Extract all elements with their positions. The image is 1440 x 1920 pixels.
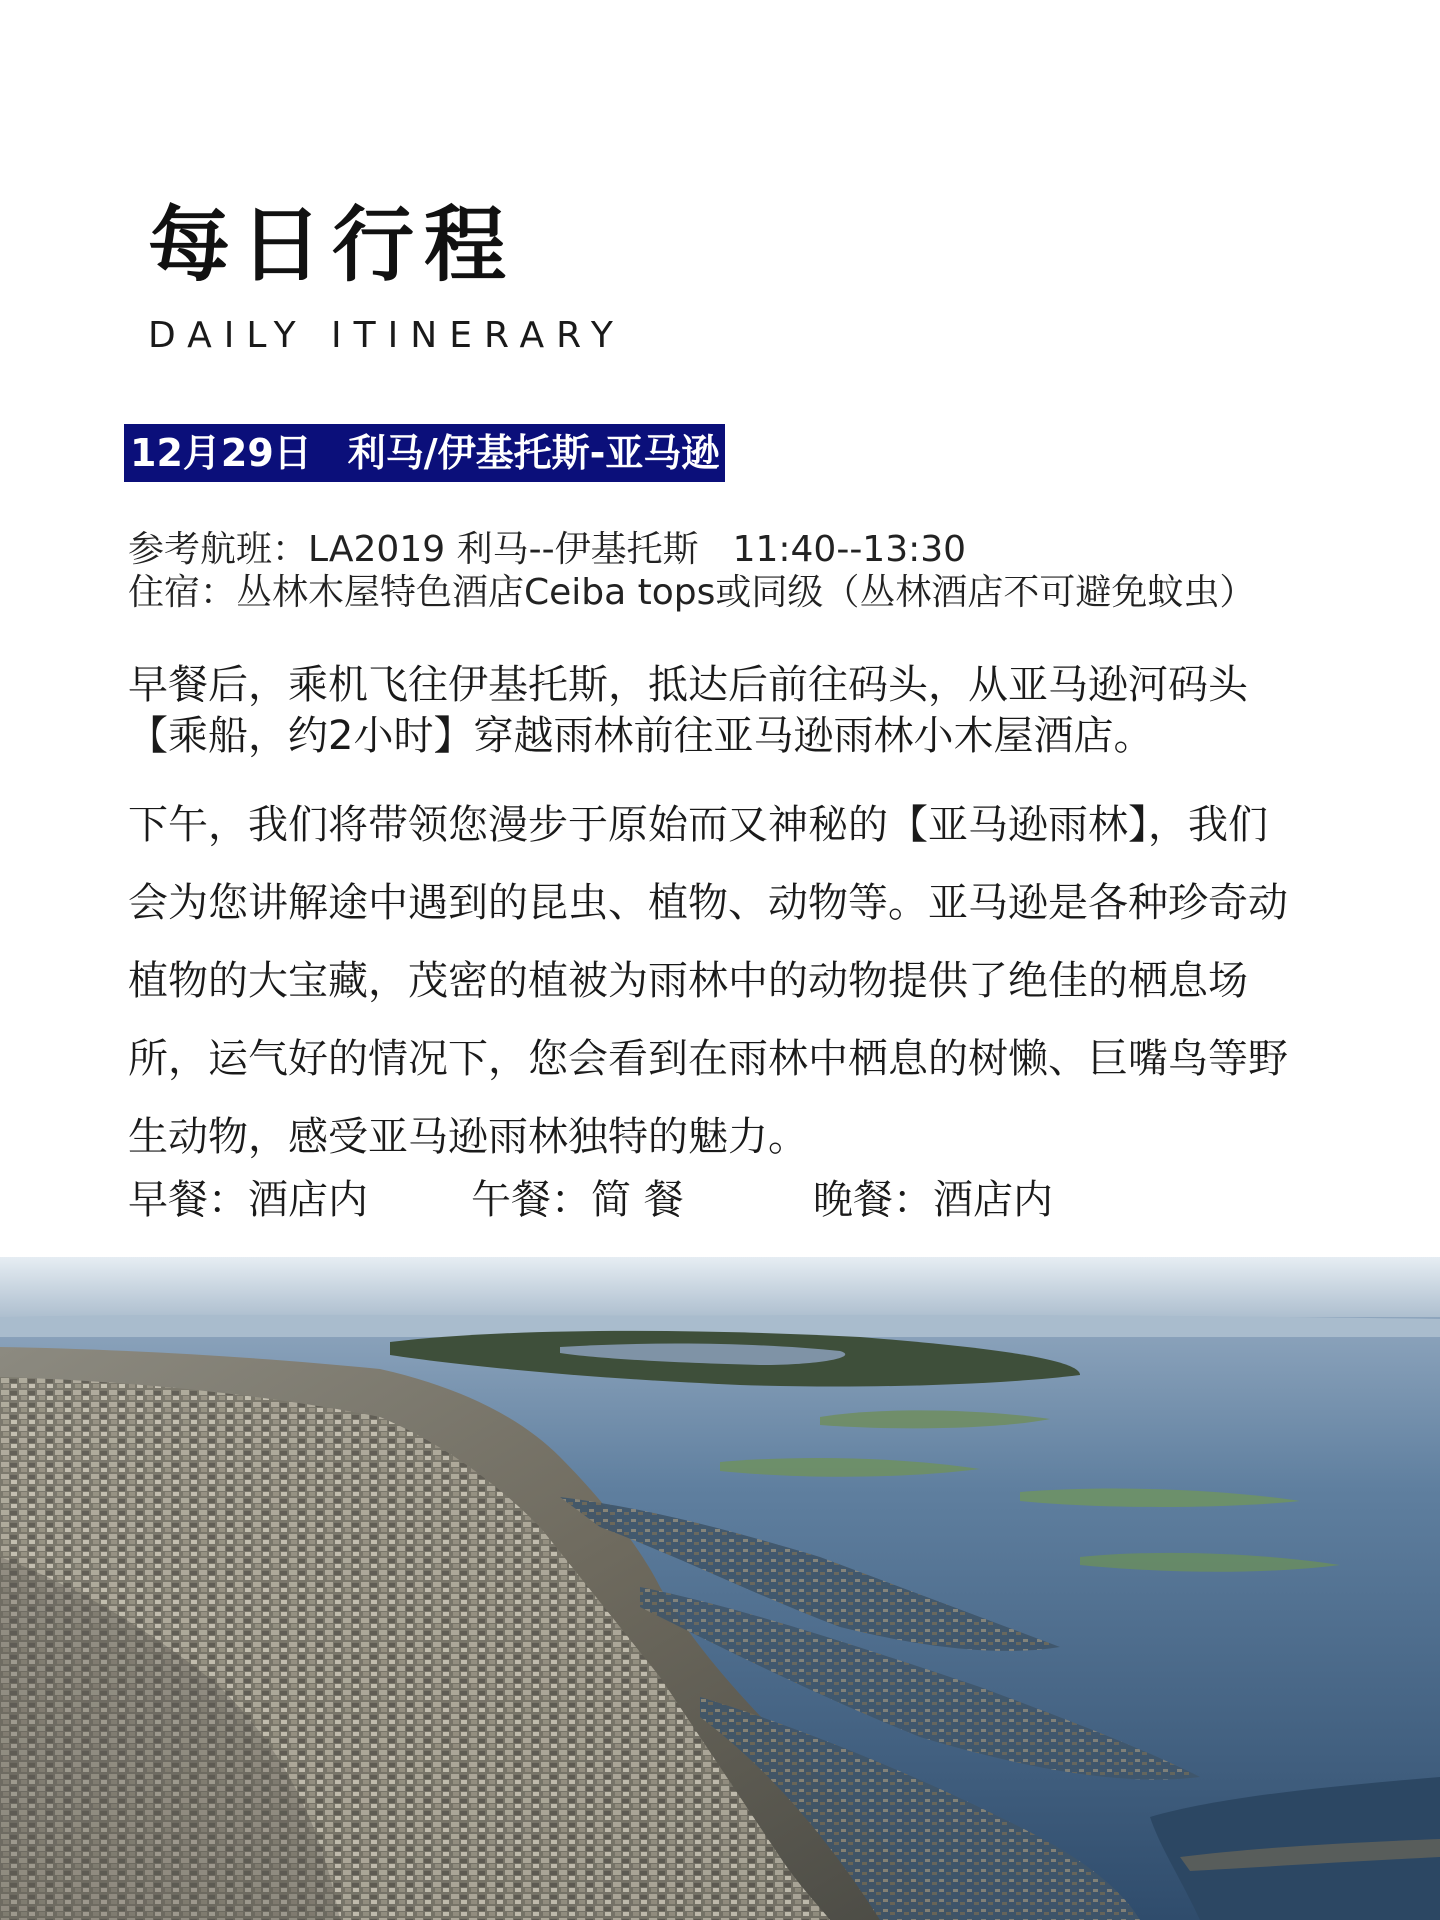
aerial-river-city-photo xyxy=(0,1257,1440,1920)
hotel-line xyxy=(128,571,1255,614)
page-subtitle: DAILY ITINERARY xyxy=(148,315,625,356)
travel-info xyxy=(128,528,1255,614)
description-paragraph-2: 下午，我们将带领您漫步于原始而又神秘的【亚马逊雨林】，我们会为您讲解途中遇到的昆虫、植物、动物等。亚马逊是各种珍奇动植物的大宝藏，茂密的植被为雨林中的动物提供了绝佳的栖息场所，运气好的情况下，您会看到在雨林中栖息的树懒、巨嘴鸟等野生动物，感受亚马逊雨林独特的魅力。 xyxy=(128,802,1288,1160)
hotel-value: 丛林木屋特色酒店Ceiba tops或同级（丛林酒店不可避免蚊虫） xyxy=(236,572,1256,613)
itinerary-description xyxy=(128,660,1298,1176)
hotel-label: 住宿： xyxy=(128,572,237,613)
flight-code-route: LA2019 利马--伊基托斯 xyxy=(308,529,699,570)
meals-row xyxy=(128,1170,1053,1230)
flight-time: 11:40--13:30 xyxy=(732,529,967,570)
page-title: 每日行程 xyxy=(148,198,517,293)
day-route: 利马/伊基托斯-亚马逊 xyxy=(347,431,720,475)
aerial-photo-illustration xyxy=(0,1257,1440,1920)
description-paragraph-1: 早餐后，乘机飞往伊基托斯，抵达后前往码头，从亚马逊河码头【乘船，约2小时】穿越雨林前往亚马逊雨林小木屋酒店。 xyxy=(128,662,1248,759)
flight-line xyxy=(128,528,1255,571)
meal-dinner: 晚餐：酒店内 xyxy=(813,1177,1053,1223)
meal-lunch: 午餐：简 餐 xyxy=(471,1177,684,1223)
day-banner xyxy=(124,424,725,482)
day-date: 12月29日 xyxy=(130,431,312,475)
flight-label: 参考航班： xyxy=(128,529,309,570)
meal-breakfast: 早餐：酒店内 xyxy=(128,1177,368,1223)
